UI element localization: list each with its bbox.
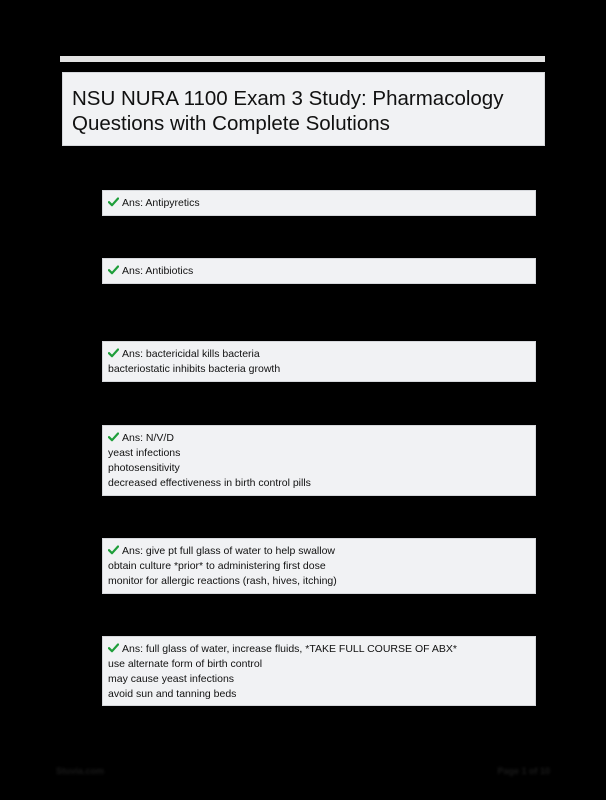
answer-box — [102, 538, 536, 594]
answer-text: Ans: Antipyretics — [122, 197, 200, 209]
answer-text: Ans: Antibiotics — [122, 265, 194, 277]
answer-box — [102, 636, 536, 706]
answer-text: yeast infections — [108, 447, 181, 459]
answer-text: monitor for allergic reactions (rash, hives, itching) — [108, 575, 337, 587]
check-icon — [108, 643, 119, 653]
answer-text: use alternate form of birth control — [108, 658, 263, 670]
check-icon — [108, 432, 119, 442]
footer-page-number: Page 1 of 10 — [497, 766, 550, 776]
check-icon — [108, 265, 119, 275]
answer-box — [102, 258, 536, 284]
answer-text: may cause yeast infections — [108, 673, 235, 685]
check-icon — [108, 348, 119, 358]
answer-box — [102, 341, 536, 382]
footer-site-name: Stuvia.com — [56, 766, 105, 776]
answer-text: Ans: bactericidal kills bacteria — [122, 348, 260, 360]
answer-box — [102, 190, 536, 216]
check-icon — [108, 545, 119, 555]
answer-text: bacteriostatic inhibits bacteria growth — [108, 363, 281, 375]
answer-text: photosensitivity — [108, 462, 180, 474]
answer-text: Ans: N/V/D — [122, 432, 174, 444]
answer-box — [102, 425, 536, 496]
answer-text: obtain culture *prior* to administering first dose — [108, 560, 326, 572]
check-icon — [108, 197, 119, 207]
answer-text: avoid sun and tanning beds — [108, 688, 237, 700]
title-box — [62, 72, 545, 146]
answer-text: decreased effectiveness in birth control pills — [108, 477, 311, 489]
top-divider — [60, 56, 545, 62]
answer-text: Ans: give pt full glass of water to help swallow — [122, 545, 336, 557]
page-title: NSU NURA 1100 Exam 3 Study: Pharmacology Questions with Complete Solutions — [72, 87, 504, 135]
answer-text: Ans: full glass of water, increase fluids, *TAKE FULL COURSE OF ABX* — [122, 643, 457, 655]
